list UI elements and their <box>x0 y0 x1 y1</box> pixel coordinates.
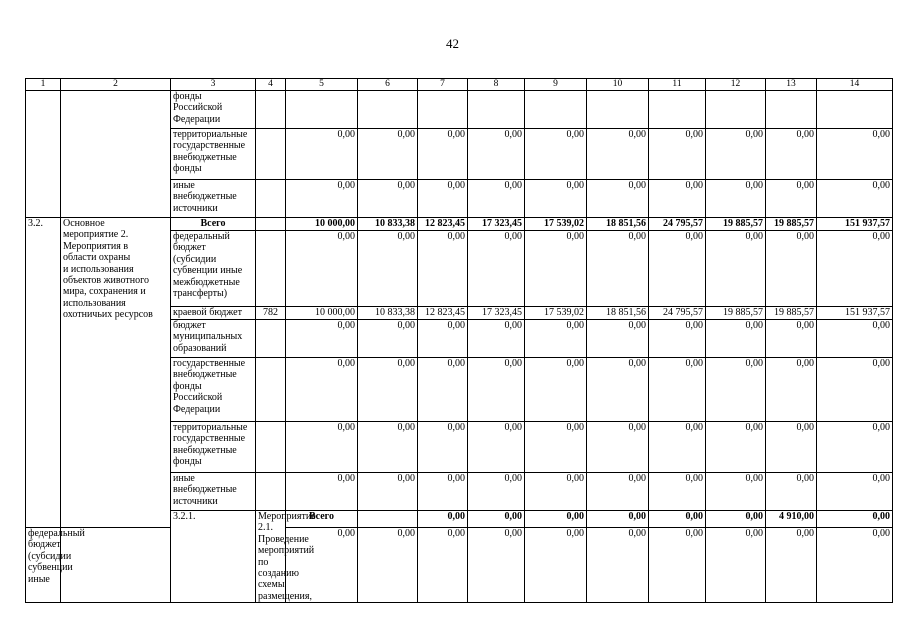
column-header-2: 2 <box>61 79 171 91</box>
value-cell <box>817 91 893 129</box>
value-cell <box>468 91 525 129</box>
value-cell: 151 937,57 <box>817 218 893 231</box>
value-cell: 12 823,45 <box>418 307 468 320</box>
value-cell: 17 539,02 <box>525 307 587 320</box>
table-row <box>26 218 893 231</box>
value-cell: 0,00 <box>587 180 649 218</box>
column-header-12: 12 <box>706 79 766 91</box>
value-cell: 0,00 <box>766 422 817 473</box>
value-cell: 0,00 <box>587 422 649 473</box>
header-row <box>26 79 893 91</box>
value-cell: 0,00 <box>286 473 358 511</box>
value-cell: 0,00 <box>358 422 418 473</box>
funding-source-cell: Всего <box>171 218 256 231</box>
value-cell: 17 323,45 <box>468 218 525 231</box>
funding-source-cell: федеральный бюджет (субсидии субвенции иные межбюджетные трансферты) <box>171 231 256 307</box>
value-cell: 0,00 <box>468 320 525 358</box>
value-cell: 0,00 <box>418 422 468 473</box>
funding-source-cell: бюджет муниципальных образований <box>171 320 256 358</box>
budget-code-cell <box>256 422 286 473</box>
value-cell: 0,00 <box>649 180 706 218</box>
value-cell <box>649 91 706 129</box>
measure-name-cell: Основное мероприятие 2. Мероприятия в области охраны и использования объектов животного мира, сохранения и использования охотничьих ресурсов <box>61 218 171 528</box>
value-cell: 0,00 <box>706 180 766 218</box>
value-cell: 0,00 <box>418 129 468 180</box>
value-cell: 0,00 <box>358 358 418 422</box>
value-cell: 0,00 <box>649 231 706 307</box>
funding-source-cell: федеральный бюджет (субсидии субвенции иные <box>26 527 61 602</box>
value-cell: 0,00 <box>649 320 706 358</box>
value-cell: 0,00 <box>587 527 649 602</box>
value-cell: 0,00 <box>358 320 418 358</box>
value-cell: 0,00 <box>418 358 468 422</box>
value-cell: 0,00 <box>706 527 766 602</box>
value-cell: 0,00 <box>649 358 706 422</box>
value-cell: 0,00 <box>468 511 525 528</box>
value-cell: 19 885,57 <box>766 307 817 320</box>
value-cell: 0,00 <box>706 473 766 511</box>
budget-code-cell <box>358 511 418 528</box>
measure-name-cell: Мероприятие 2.1. Проведение мероприятий по созданию схемы размещения, <box>256 511 286 603</box>
value-cell: 0,00 <box>468 527 525 602</box>
value-cell: 0,00 <box>706 422 766 473</box>
value-cell: 0,00 <box>286 527 358 602</box>
value-cell: 0,00 <box>468 473 525 511</box>
value-cell: 0,00 <box>286 231 358 307</box>
value-cell: 0,00 <box>358 180 418 218</box>
value-cell: 0,00 <box>817 180 893 218</box>
value-cell: 0,00 <box>468 231 525 307</box>
column-header-9: 9 <box>525 79 587 91</box>
funding-source-cell: иные внебюджетные источники <box>171 473 256 511</box>
value-cell: 4 910,00 <box>766 511 817 528</box>
value-cell: 0,00 <box>286 422 358 473</box>
value-cell: 19 885,57 <box>706 307 766 320</box>
value-cell <box>706 91 766 129</box>
value-cell: 24 795,57 <box>649 307 706 320</box>
value-cell: 0,00 <box>766 231 817 307</box>
value-cell: 18 851,56 <box>587 218 649 231</box>
funding-source-cell: фонды Российской Федерации <box>171 91 256 129</box>
value-cell: 19 885,57 <box>766 218 817 231</box>
funding-source-cell: территориальные государственные внебюджетные фонды <box>171 129 256 180</box>
column-header-8: 8 <box>468 79 525 91</box>
value-cell: 0,00 <box>418 473 468 511</box>
measure-name-cell <box>61 91 171 218</box>
value-cell: 0,00 <box>418 527 468 602</box>
funding-source-cell: территориальные государственные внебюджетные фонды <box>171 422 256 473</box>
value-cell: 0,00 <box>587 358 649 422</box>
value-cell: 0,00 <box>766 358 817 422</box>
value-cell: 0,00 <box>587 511 649 528</box>
value-cell: 0,00 <box>418 180 468 218</box>
value-cell: 10 000,00 <box>286 218 358 231</box>
budget-code-cell <box>256 218 286 231</box>
column-header-4: 4 <box>256 79 286 91</box>
column-header-10: 10 <box>587 79 649 91</box>
row-number-cell <box>26 91 61 218</box>
value-cell: 0,00 <box>817 473 893 511</box>
column-header-3: 3 <box>171 79 256 91</box>
value-cell: 0,00 <box>525 180 587 218</box>
budget-code-cell <box>256 358 286 422</box>
value-cell: 0,00 <box>587 231 649 307</box>
value-cell: 10 833,38 <box>358 307 418 320</box>
value-cell: 0,00 <box>817 320 893 358</box>
value-cell: 0,00 <box>418 511 468 528</box>
column-header-5: 5 <box>286 79 358 91</box>
value-cell: 10 833,38 <box>358 218 418 231</box>
budget-code-cell <box>256 129 286 180</box>
value-cell: 0,00 <box>468 180 525 218</box>
value-cell: 0,00 <box>817 511 893 528</box>
value-cell: 24 795,57 <box>649 218 706 231</box>
value-cell: 0,00 <box>706 129 766 180</box>
column-header-1: 1 <box>26 79 61 91</box>
value-cell: 0,00 <box>706 358 766 422</box>
value-cell: 0,00 <box>418 231 468 307</box>
budget-code-cell <box>256 180 286 218</box>
table-body <box>26 91 893 603</box>
row-number-cell: 3.2.1. <box>171 511 256 603</box>
budget-code-cell <box>256 473 286 511</box>
budget-table <box>25 78 893 603</box>
value-cell: 0,00 <box>817 527 893 602</box>
column-header-11: 11 <box>649 79 706 91</box>
value-cell: 0,00 <box>706 511 766 528</box>
row-number-cell: 3.2. <box>26 218 61 528</box>
funding-source-cell: Всего <box>286 511 358 528</box>
value-cell: 0,00 <box>525 527 587 602</box>
value-cell: 0,00 <box>468 358 525 422</box>
value-cell: 0,00 <box>358 231 418 307</box>
value-cell: 0,00 <box>525 129 587 180</box>
value-cell: 0,00 <box>706 320 766 358</box>
value-cell: 0,00 <box>286 358 358 422</box>
table-row <box>26 91 893 129</box>
value-cell: 10 000,00 <box>286 307 358 320</box>
value-cell: 0,00 <box>766 527 817 602</box>
value-cell: 12 823,45 <box>418 218 468 231</box>
value-cell <box>358 91 418 129</box>
value-cell: 0,00 <box>286 180 358 218</box>
value-cell: 0,00 <box>525 422 587 473</box>
page-number: 42 <box>446 36 459 51</box>
column-header-6: 6 <box>358 79 418 91</box>
value-cell: 0,00 <box>649 511 706 528</box>
value-cell: 0,00 <box>766 180 817 218</box>
value-cell: 17 323,45 <box>468 307 525 320</box>
column-header-7: 7 <box>418 79 468 91</box>
value-cell: 0,00 <box>358 473 418 511</box>
budget-code-cell <box>256 231 286 307</box>
funding-source-cell: государственные внебюджетные фонды Российской Федерации <box>171 358 256 422</box>
value-cell: 18 851,56 <box>587 307 649 320</box>
value-cell: 0,00 <box>649 527 706 602</box>
value-cell: 0,00 <box>286 129 358 180</box>
value-cell: 0,00 <box>525 473 587 511</box>
value-cell: 0,00 <box>587 320 649 358</box>
value-cell <box>286 91 358 129</box>
value-cell: 0,00 <box>649 473 706 511</box>
value-cell: 0,00 <box>766 129 817 180</box>
value-cell: 151 937,57 <box>817 307 893 320</box>
budget-code-cell <box>256 320 286 358</box>
value-cell: 0,00 <box>286 320 358 358</box>
value-cell: 0,00 <box>587 129 649 180</box>
value-cell: 0,00 <box>587 473 649 511</box>
value-cell: 0,00 <box>817 358 893 422</box>
budget-code-cell: 782 <box>256 307 286 320</box>
value-cell: 0,00 <box>817 422 893 473</box>
value-cell: 0,00 <box>649 129 706 180</box>
value-cell <box>766 91 817 129</box>
value-cell: 0,00 <box>525 511 587 528</box>
value-cell: 0,00 <box>649 422 706 473</box>
value-cell: 0,00 <box>358 527 418 602</box>
value-cell <box>587 91 649 129</box>
value-cell <box>525 91 587 129</box>
value-cell: 19 885,57 <box>706 218 766 231</box>
value-cell: 0,00 <box>468 422 525 473</box>
value-cell: 0,00 <box>418 320 468 358</box>
budget-code-cell <box>256 91 286 129</box>
funding-source-cell: краевой бюджет <box>171 307 256 320</box>
value-cell: 0,00 <box>468 129 525 180</box>
table-row <box>26 527 893 602</box>
value-cell <box>418 91 468 129</box>
value-cell: 0,00 <box>358 129 418 180</box>
column-header-14: 14 <box>817 79 893 91</box>
value-cell: 0,00 <box>525 231 587 307</box>
value-cell: 0,00 <box>766 473 817 511</box>
column-header-13: 13 <box>766 79 817 91</box>
value-cell: 0,00 <box>766 320 817 358</box>
value-cell: 17 539,02 <box>525 218 587 231</box>
value-cell: 0,00 <box>525 358 587 422</box>
value-cell: 0,00 <box>817 231 893 307</box>
value-cell: 0,00 <box>817 129 893 180</box>
value-cell: 0,00 <box>525 320 587 358</box>
value-cell: 0,00 <box>706 231 766 307</box>
funding-source-cell: иные внебюджетные источники <box>171 180 256 218</box>
